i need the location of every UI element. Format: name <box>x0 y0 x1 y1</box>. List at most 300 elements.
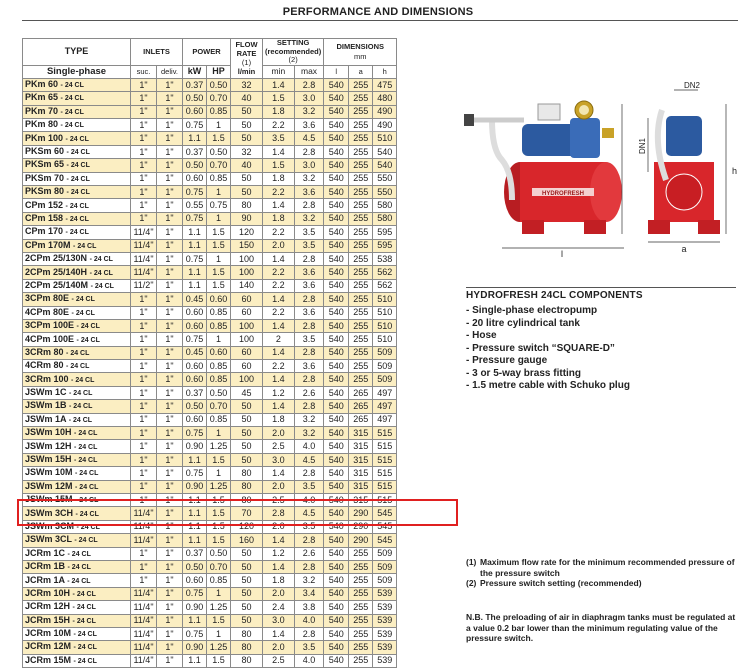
cell-suc: 11/4" <box>131 239 157 252</box>
cell-h: 580 <box>373 199 397 212</box>
model-name-cell <box>23 386 131 399</box>
cell-del: 1" <box>157 266 183 279</box>
cell-h: 509 <box>373 373 397 386</box>
header-hp: HP <box>207 65 231 78</box>
cell-l: 540 <box>324 105 349 118</box>
cell-min: 2.0 <box>263 641 295 654</box>
model-name: CPm 152 <box>25 199 64 210</box>
cell-suc: 11/4" <box>131 627 157 640</box>
cell-del: 1" <box>157 400 183 413</box>
footnote-key: (1) <box>466 557 477 567</box>
cell-flow: 100 <box>231 333 263 346</box>
cell-max: 2.8 <box>294 373 324 386</box>
cell-flow: 40 <box>231 159 263 172</box>
cell-h: 515 <box>373 494 397 507</box>
cell-min: 1.4 <box>263 252 295 265</box>
cell-l: 540 <box>324 641 349 654</box>
cell-l: 540 <box>324 547 349 560</box>
cell-hp: 0.70 <box>207 92 231 105</box>
table-row <box>23 467 397 480</box>
cell-max: 3.2 <box>294 413 324 426</box>
model-name: 3CPm 100E <box>25 320 75 331</box>
model-suffix: - 24 CL <box>67 550 91 558</box>
table-row <box>23 480 397 493</box>
cell-a: 255 <box>349 252 373 265</box>
cell-a: 255 <box>349 306 373 319</box>
cell-flow: 100 <box>231 252 263 265</box>
cell-suc: 1" <box>131 560 157 573</box>
cell-flow: 50 <box>231 453 263 466</box>
cell-max: 3.2 <box>294 105 324 118</box>
cell-suc: 11/4" <box>131 614 157 627</box>
cell-hp: 0.85 <box>207 319 231 332</box>
cell-a: 255 <box>349 199 373 212</box>
model-suffix: - 24 CL <box>67 564 91 572</box>
cell-min: 1.4 <box>263 199 295 212</box>
cell-flow: 32 <box>231 145 263 158</box>
cell-del: 1" <box>157 252 183 265</box>
model-name: PKm 70 <box>25 105 59 116</box>
table-row <box>23 601 397 614</box>
cell-kw: 0.75 <box>183 333 207 346</box>
cell-kw: 0.60 <box>183 306 207 319</box>
cell-kw: 0.75 <box>183 427 207 440</box>
cell-del: 1" <box>157 480 183 493</box>
cell-l: 540 <box>324 467 349 480</box>
cell-min: 1.4 <box>263 400 295 413</box>
model-name: JCRm 10H <box>25 587 71 598</box>
model-name: JCRm 15M <box>25 654 72 665</box>
table-row <box>23 239 397 252</box>
cell-max: 3.6 <box>294 266 324 279</box>
cell-hp: 1 <box>207 427 231 440</box>
cell-min: 1.4 <box>263 627 295 640</box>
footnote-2 <box>466 578 746 589</box>
cell-a: 255 <box>349 186 373 199</box>
cell-kw: 0.50 <box>183 560 207 573</box>
table-row <box>23 641 397 654</box>
cell-kw: 1.1 <box>183 507 207 520</box>
tank-brand-text: HYDROFRESH <box>541 191 585 197</box>
model-name-cell <box>23 159 131 172</box>
model-name: 3CRm 80 <box>25 346 64 357</box>
components-list <box>466 305 736 393</box>
header-h: h <box>373 65 397 78</box>
cell-max: 3.6 <box>294 119 324 132</box>
model-name-cell <box>23 212 131 225</box>
model-name-cell <box>23 373 131 386</box>
cell-min: 2.8 <box>263 507 295 520</box>
nb-note: N.B. The preloading of air in diaphragm tanks must be regulated at a value 0.2 bar lower than the minimum regulating value of the pressure switch. <box>466 612 736 643</box>
cell-l: 540 <box>324 360 349 373</box>
cell-suc: 1" <box>131 574 157 587</box>
cell-min: 1.4 <box>263 145 295 158</box>
model-name: JSWm 1A <box>25 413 67 424</box>
cell-max: 3.8 <box>294 601 324 614</box>
cell-a: 255 <box>349 145 373 158</box>
cell-kw: 0.37 <box>183 78 207 91</box>
cell-a: 265 <box>349 400 373 413</box>
cell-suc: 1" <box>131 333 157 346</box>
model-name-cell <box>23 306 131 319</box>
cell-max: 2.8 <box>294 467 324 480</box>
cell-a: 255 <box>349 172 373 185</box>
cell-min: 2.2 <box>263 306 295 319</box>
cell-min: 1.4 <box>263 346 295 359</box>
model-suffix: - 24 CL <box>71 309 95 317</box>
footnote-text: Pressure switch setting (recommended) <box>480 578 642 588</box>
cell-del: 1" <box>157 199 183 212</box>
cell-del: 1" <box>157 440 183 453</box>
cell-h: 509 <box>373 360 397 373</box>
cell-suc: 11/2" <box>131 279 157 292</box>
cell-max: 3.0 <box>294 92 324 105</box>
cell-suc: 1" <box>131 346 157 359</box>
cell-kw: 0.75 <box>183 119 207 132</box>
cell-max: 3.5 <box>294 239 324 252</box>
cell-flow: 50 <box>231 400 263 413</box>
cell-flow: 100 <box>231 373 263 386</box>
cell-hp: 0.85 <box>207 360 231 373</box>
cell-hp: 1.5 <box>207 520 231 533</box>
cell-l: 540 <box>324 279 349 292</box>
model-name: JCRm 1B <box>25 561 66 572</box>
cell-flow: 50 <box>231 105 263 118</box>
cell-del: 1" <box>157 212 183 225</box>
cell-h: 497 <box>373 413 397 426</box>
cell-del: 1" <box>157 494 183 507</box>
cell-min: 2.0 <box>263 239 295 252</box>
cell-h: 562 <box>373 279 397 292</box>
dim-label-dn2: DN2 <box>683 81 701 90</box>
cell-a: 255 <box>349 266 373 279</box>
table-row <box>23 159 397 172</box>
cell-a: 255 <box>349 132 373 145</box>
cell-min: 3.0 <box>263 453 295 466</box>
cell-a: 315 <box>349 427 373 440</box>
cell-flow: 150 <box>231 239 263 252</box>
cell-del: 1" <box>157 601 183 614</box>
list-item: - 1.5 metre cable with Schuko plug <box>466 380 630 391</box>
model-suffix: - 24 CL <box>60 95 84 103</box>
cell-max: 3.6 <box>294 279 324 292</box>
model-name-cell <box>23 614 131 627</box>
table-row <box>23 212 397 225</box>
model-suffix: - 24 CL <box>76 323 100 331</box>
cell-a: 265 <box>349 413 373 426</box>
cell-kw: 1.1 <box>183 520 207 533</box>
footnote-1 <box>466 557 746 578</box>
cell-flow: 80 <box>231 467 263 480</box>
cell-min: 2.0 <box>263 480 295 493</box>
cell-suc: 1" <box>131 319 157 332</box>
header-setting <box>263 39 324 66</box>
cell-kw: 0.50 <box>183 400 207 413</box>
model-name-cell <box>23 654 131 667</box>
model-suffix: - 24 CL <box>72 590 96 598</box>
cell-flow: 120 <box>231 520 263 533</box>
cell-a: 255 <box>349 119 373 132</box>
cell-suc: 11/4" <box>131 520 157 533</box>
flow-rate-label: FLOW RATE <box>235 40 258 59</box>
model-name: JSWm 3CH <box>25 507 74 518</box>
cell-h: 539 <box>373 627 397 640</box>
cell-l: 540 <box>324 319 349 332</box>
cell-h: 515 <box>373 480 397 493</box>
model-suffix: - 24 CL <box>68 416 93 424</box>
cell-flow: 80 <box>231 641 263 654</box>
title-divider <box>22 20 738 21</box>
cell-l: 540 <box>324 440 349 453</box>
table-row <box>23 78 397 91</box>
cell-a: 255 <box>349 293 373 306</box>
cell-kw: 1.1 <box>183 279 207 292</box>
dimensions-label: DIMENSIONS <box>336 41 385 51</box>
dim-label-l: l <box>561 249 563 259</box>
cell-l: 540 <box>324 480 349 493</box>
cell-max: 3.2 <box>294 574 324 587</box>
list-item: - 20 litre cylindrical tank <box>466 317 580 329</box>
cell-l: 540 <box>324 560 349 573</box>
pump-front-view <box>666 116 702 156</box>
cell-l: 540 <box>324 186 349 199</box>
model-name-cell <box>23 467 131 480</box>
model-suffix: - 24 CL <box>65 135 89 143</box>
cell-suc: 1" <box>131 453 157 466</box>
cell-l: 540 <box>324 507 349 520</box>
cell-min: 2.2 <box>263 119 295 132</box>
cell-flow: 50 <box>231 574 263 587</box>
table-row <box>23 453 397 466</box>
dim-label-a: a <box>681 244 687 254</box>
model-name-cell <box>23 413 131 426</box>
model-name-cell <box>23 534 131 547</box>
cell-h: 490 <box>373 119 397 132</box>
cell-max: 4.0 <box>294 494 324 507</box>
cell-suc: 1" <box>131 92 157 105</box>
cell-hp: 1.5 <box>207 239 231 252</box>
cell-hp: 1.25 <box>207 440 231 453</box>
cell-max: 2.8 <box>294 252 324 265</box>
cell-hp: 1 <box>207 252 231 265</box>
cell-suc: 1" <box>131 427 157 440</box>
cell-min: 2.5 <box>263 654 295 667</box>
cell-hp: 1.5 <box>207 279 231 292</box>
model-name: JCRm 1C <box>25 547 66 558</box>
cell-kw: 0.75 <box>183 587 207 600</box>
cell-min: 2.2 <box>263 279 295 292</box>
cell-suc: 1" <box>131 172 157 185</box>
cell-del: 1" <box>157 78 183 91</box>
cell-a: 315 <box>349 480 373 493</box>
model-name-cell <box>23 239 131 252</box>
cell-flow: 50 <box>231 587 263 600</box>
model-name-cell <box>23 360 131 373</box>
cell-del: 1" <box>157 132 183 145</box>
model-name-cell <box>23 560 131 573</box>
model-name: PKm 60 <box>25 79 59 90</box>
header-kw: kW <box>183 65 207 78</box>
pump-diagram <box>462 80 747 260</box>
cell-suc: 11/4" <box>131 601 157 614</box>
flow-unit: l/min <box>237 67 256 77</box>
model-suffix: - 24 CL <box>75 470 99 478</box>
cell-max: 4.5 <box>294 453 324 466</box>
cell-suc: 11/4" <box>131 252 157 265</box>
cell-max: 3.2 <box>294 212 324 225</box>
cell-min: 1.4 <box>263 373 295 386</box>
cell-del: 1" <box>157 186 183 199</box>
cell-max: 2.8 <box>294 199 324 212</box>
cell-flow: 60 <box>231 346 263 359</box>
cell-hp: 0.85 <box>207 105 231 118</box>
model-suffix: - 24 CL <box>65 229 89 237</box>
cell-l: 540 <box>324 574 349 587</box>
model-suffix: - 24 CL <box>66 149 90 157</box>
model-name: JCRm 1A <box>25 574 65 585</box>
cell-del: 1" <box>157 373 183 386</box>
model-name-cell <box>23 172 131 185</box>
cell-a: 255 <box>349 159 373 172</box>
cell-kw: 1.1 <box>183 239 207 252</box>
cell-hp: 1.5 <box>207 654 231 667</box>
model-name-cell <box>23 601 131 614</box>
dim-label-h: h <box>732 166 738 176</box>
cell-hp: 1 <box>207 119 231 132</box>
cell-h: 595 <box>373 226 397 239</box>
cell-min: 1.4 <box>263 534 295 547</box>
cell-max: 3.5 <box>294 226 324 239</box>
cell-max: 2.8 <box>294 627 324 640</box>
cell-hp: 0.70 <box>207 159 231 172</box>
cell-a: 255 <box>349 587 373 600</box>
cell-hp: 0.75 <box>207 199 231 212</box>
cell-h: 509 <box>373 560 397 573</box>
model-name: 4CPm 80E <box>25 306 70 317</box>
model-name: 2CPm 25/140H <box>25 266 88 277</box>
cell-min: 2.2 <box>263 226 295 239</box>
table-row <box>23 226 397 239</box>
cell-hp: 1 <box>207 186 231 199</box>
cell-flow: 50 <box>231 440 263 453</box>
model-name-cell <box>23 279 131 292</box>
model-name: CPm 170 <box>25 226 64 237</box>
table-row <box>23 279 397 292</box>
cell-h: 509 <box>373 547 397 560</box>
model-name: 3CRm 100 <box>25 373 69 384</box>
cell-hp: 0.70 <box>207 560 231 573</box>
cell-suc: 1" <box>131 386 157 399</box>
cell-flow: 50 <box>231 560 263 573</box>
cell-flow: 80 <box>231 494 263 507</box>
cell-del: 1" <box>157 614 183 627</box>
model-suffix: - 24 CL <box>73 644 97 652</box>
cell-del: 1" <box>157 306 183 319</box>
cell-h: 550 <box>373 172 397 185</box>
model-suffix: - 24 CL <box>75 483 99 491</box>
cell-h: 540 <box>373 159 397 172</box>
cell-kw: 0.75 <box>183 186 207 199</box>
cell-max: 3.5 <box>294 333 324 346</box>
model-suffix: - 24 CL <box>72 604 96 612</box>
header-suc: suc. <box>131 65 157 78</box>
cell-kw: 0.50 <box>183 92 207 105</box>
model-name-cell <box>23 346 131 359</box>
cell-del: 1" <box>157 386 183 399</box>
model-name-cell <box>23 440 131 453</box>
cell-del: 1" <box>157 172 183 185</box>
cell-max: 3.0 <box>294 159 324 172</box>
cell-kw: 0.55 <box>183 199 207 212</box>
cell-l: 540 <box>324 427 349 440</box>
cell-a: 290 <box>349 520 373 533</box>
cell-a: 265 <box>349 386 373 399</box>
cell-h: 490 <box>373 105 397 118</box>
model-suffix: - 24 CL <box>71 376 95 384</box>
model-suffix: - 24 CL <box>66 349 90 357</box>
model-name: JSWm 15H <box>25 454 72 465</box>
table-row <box>23 440 397 453</box>
cell-l: 540 <box>324 587 349 600</box>
model-name: CPm 170M <box>25 239 71 250</box>
cell-hp: 0.85 <box>207 306 231 319</box>
cell-hp: 1.5 <box>207 226 231 239</box>
cell-flow: 32 <box>231 78 263 91</box>
cell-a: 255 <box>349 560 373 573</box>
cell-max: 2.8 <box>294 400 324 413</box>
table-row <box>23 360 397 373</box>
cell-kw: 0.90 <box>183 601 207 614</box>
model-name: JCRm 15H <box>25 614 71 625</box>
cell-l: 540 <box>324 266 349 279</box>
table-row <box>23 413 397 426</box>
model-suffix: - 24 CL <box>66 175 90 183</box>
header-dimensions <box>324 39 397 66</box>
cell-hp: 0.60 <box>207 293 231 306</box>
cell-del: 1" <box>157 547 183 560</box>
cell-l: 540 <box>324 132 349 145</box>
table-row <box>23 333 397 346</box>
model-suffix: - 24 CL <box>76 336 100 344</box>
cell-max: 4.0 <box>294 654 324 667</box>
cell-h: 540 <box>373 145 397 158</box>
cell-l: 540 <box>324 293 349 306</box>
model-name-cell <box>23 641 131 654</box>
cell-max: 2.6 <box>294 547 324 560</box>
cell-l: 540 <box>324 252 349 265</box>
cell-suc: 11/4" <box>131 507 157 520</box>
model-suffix: - 24 CL <box>73 242 97 250</box>
cell-hp: 0.85 <box>207 413 231 426</box>
cell-max: 2.8 <box>294 78 324 91</box>
cell-min: 1.8 <box>263 413 295 426</box>
model-name: JCRm 12H <box>25 601 71 612</box>
cell-flow: 80 <box>231 627 263 640</box>
cell-h: 595 <box>373 239 397 252</box>
cell-del: 1" <box>157 279 183 292</box>
cell-kw: 0.60 <box>183 574 207 587</box>
model-suffix: - 24 CL <box>89 269 113 277</box>
cell-flow: 50 <box>231 119 263 132</box>
tank-foot-right <box>584 220 606 234</box>
cell-a: 315 <box>349 494 373 507</box>
cell-del: 1" <box>157 507 183 520</box>
gauge-dial <box>579 105 589 115</box>
header-a: a <box>349 65 373 78</box>
cell-min: 2 <box>263 333 295 346</box>
model-name: JSWm 3CL <box>25 534 72 545</box>
cell-kw: 1.1 <box>183 654 207 667</box>
